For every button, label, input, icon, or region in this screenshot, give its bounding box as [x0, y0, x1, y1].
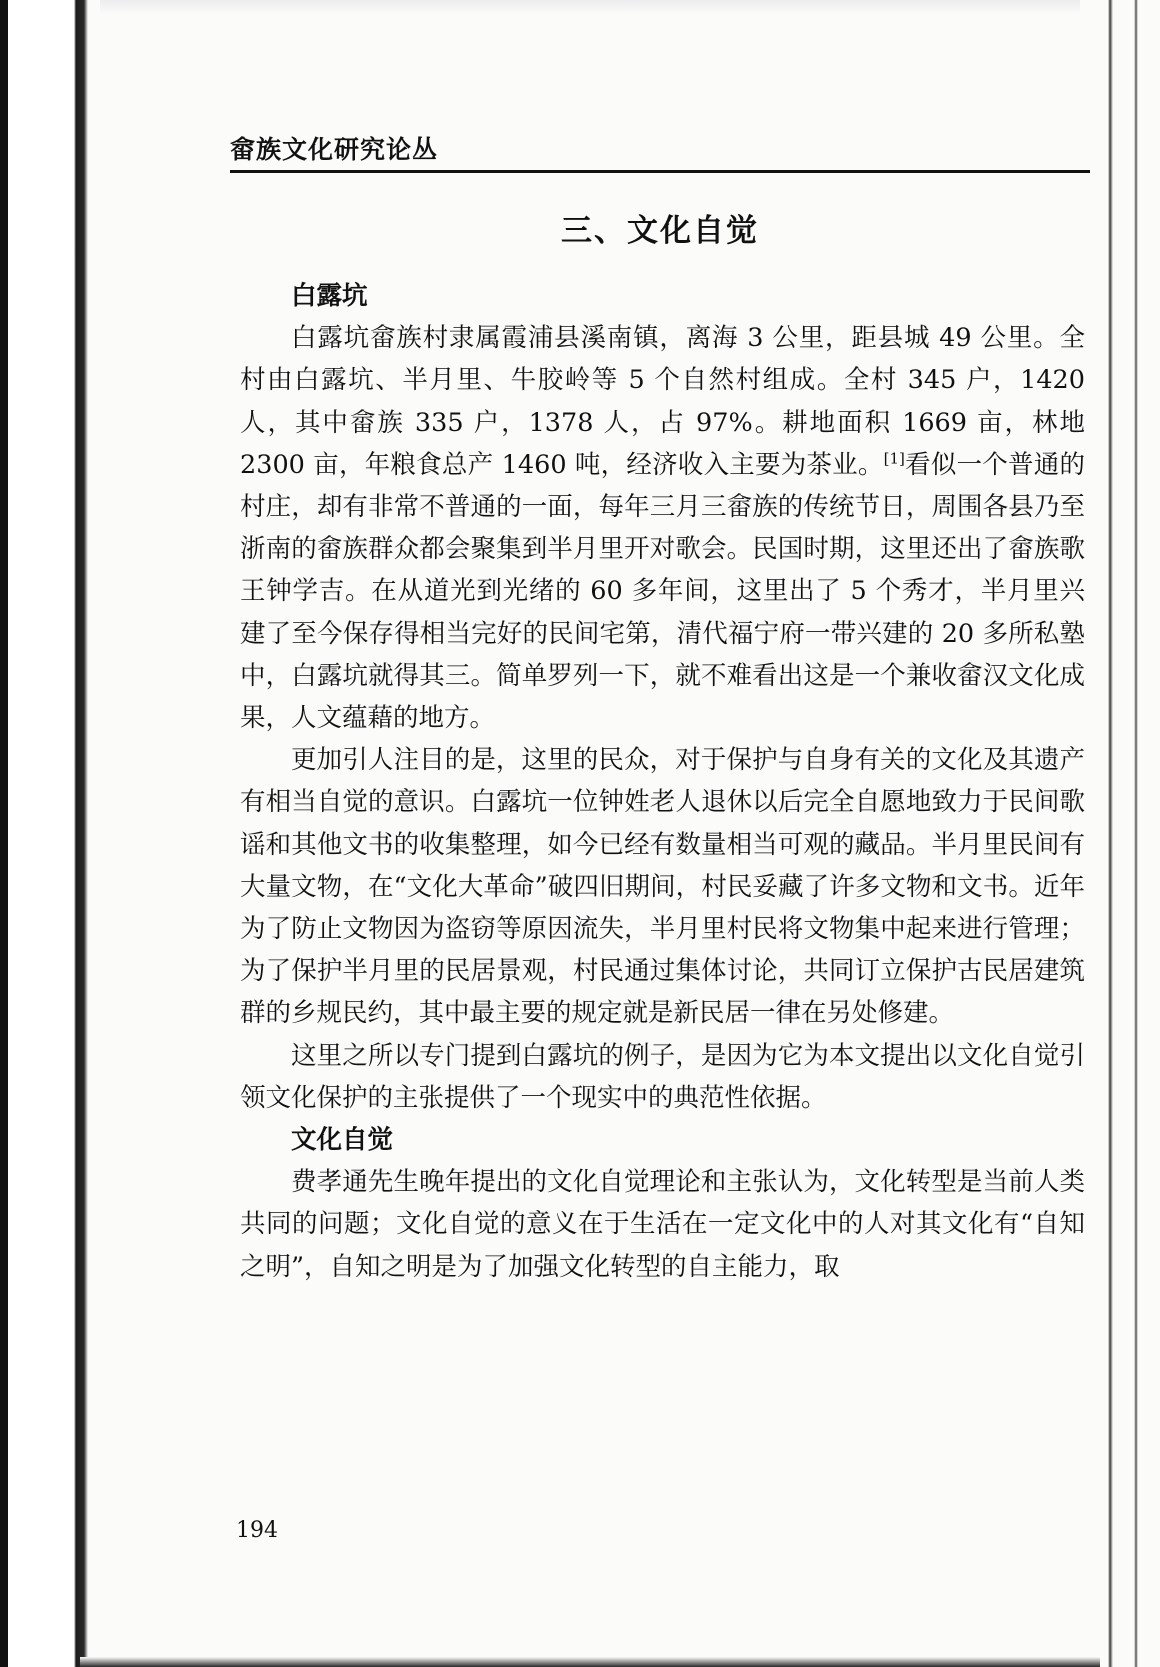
header-rule	[230, 170, 1090, 173]
page-body	[240, 275, 1085, 1288]
page-number: 194	[236, 1518, 278, 1543]
paragraph-2: 更加引人注目的是，这里的民众，对于保护与自身有关的文化及其遗产有相当自觉的意识。白露坑一位钟姓老人退休以后完全自愿地致力于民间歌谣和其他文书的收集整理，如今已经有数量相当可观的藏品。半月里民间有大量文物，在“文化大革命”破四旧期间，村民妥藏了许多文物和文书。近年为了防止文物因为盗窃等原因流失，半月里村民将文物集中起来进行管理；为了保护半月里的民居景观，村民通过集体讨论，共同订立保护古民居建筑群的乡规民约，其中最主要的规定就是新民居一律在另处修建。	[240, 745, 1085, 1029]
scan-left-edge	[0, 0, 100, 1667]
paragraph-3: 这里之所以专门提到白露坑的例子，是因为它为本文提出以文化自觉引领文化保护的主张提供了一个现实中的典范性依据。	[240, 1040, 1085, 1113]
subhead-bailukeng: 白露坑	[291, 281, 368, 311]
section-title: 三、文化自觉	[561, 213, 759, 249]
paragraph-1	[240, 317, 1085, 739]
scan-top-edge	[0, 0, 1160, 14]
running-head-title: 畲族文化研究论丛	[230, 135, 439, 164]
scan-bottom-edge	[80, 1657, 1100, 1667]
subhead-cultural-consciousness: 文化自觉	[291, 1125, 394, 1156]
paragraph-4: 费孝通先生晚年提出的文化自觉理论和主张认为，文化转型是当前人类共同的问题；文化自觉的意义在于生活在一定文化中的人对其文化有“自知之明”，自知之明是为了加强文化转型的自主能力，取	[240, 1167, 1085, 1282]
scan-right-edge	[1080, 0, 1160, 1667]
paragraph-1-part-a: 白露坑畲族村隶属霞浦县溪南镇，离海 3 公里，距县城 49 公里。全村由白露坑、半月里、牛胶岭等 5 个自然村组成。全村 345 户，1420 人，其中畲族 335 户，1378 人，占 97%。耕地面积 1669 亩，林地 2300 亩，年粮食总产 1460 吨，经济收入主要为茶业。	[240, 323, 1085, 480]
footnote-reference: [1]	[883, 449, 905, 468]
paragraph-1-part-b: 看似一个普通的村庄，却有非常不普通的一面，每年三月三畲族的传统节日，周围各县乃至浙南的畲族群众都会聚集到半月里开对歌会。民国时期，这里还出了畲族歌王钟学吉。在从道光到光绪的 60 多年间，这里出了 5 个秀才，半月里兴建了至今保存得相当完好的民间宅第，清代福宁府一带兴建的 20 多所私塾中，白露坑就得其三。简单罗列一下，就不难看出这是一个兼收畲汉文化成果，人文蕴藉的地方。	[240, 449, 1085, 734]
scan-left-border	[0, 0, 8, 1667]
